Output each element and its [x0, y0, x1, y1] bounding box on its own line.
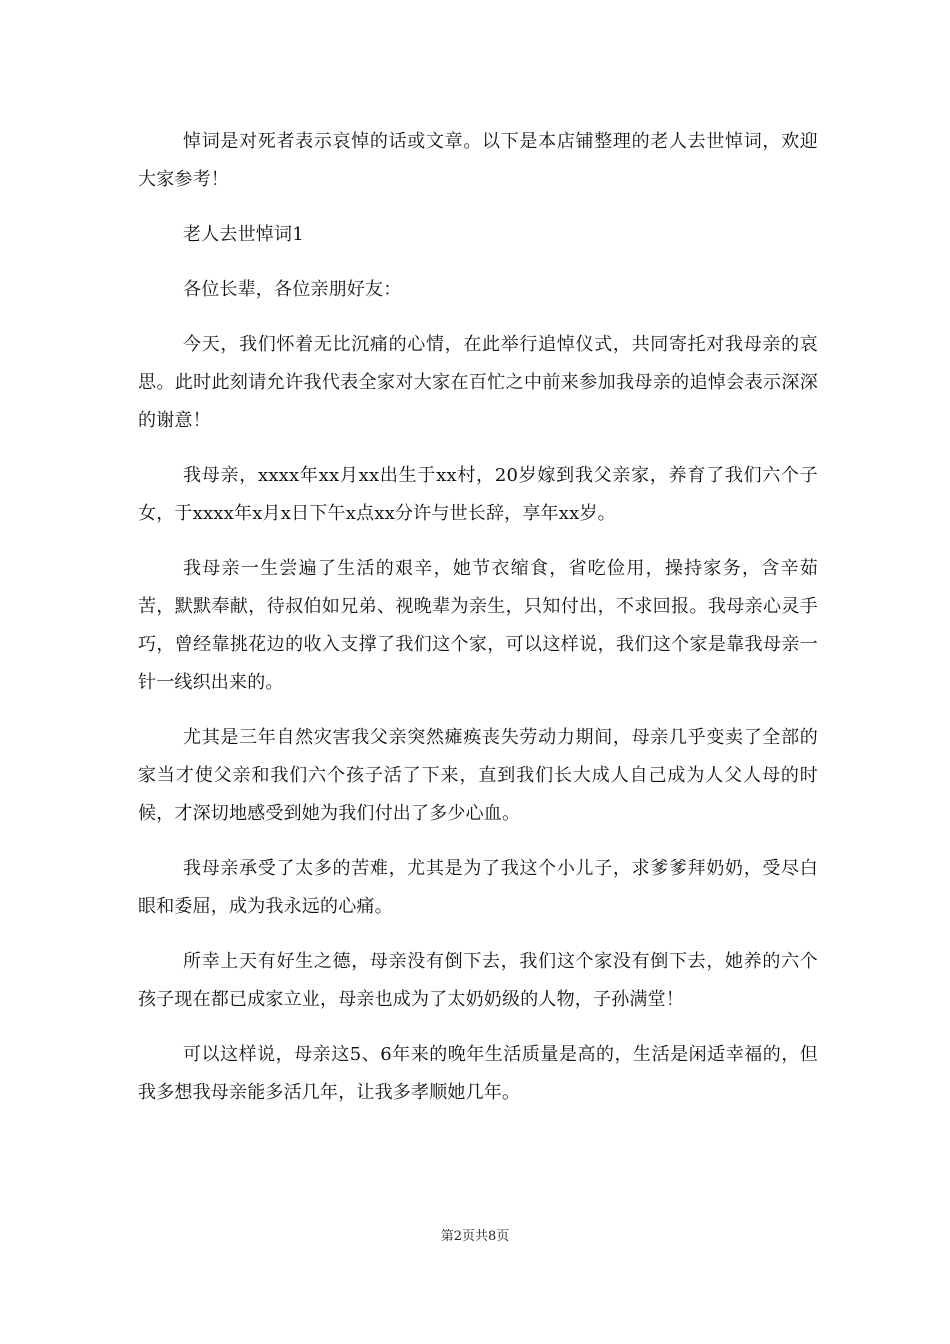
section-heading: 老人去世悼词1 — [183, 224, 304, 245]
body-paragraph: 我母亲，xxxx年xx月xx出生于xx村，20岁嫁到我父亲家，养育了我们六个子女，于xxxx年x月x日下午x点xx分许与世长辞，享年xx岁。 — [138, 465, 818, 524]
body-paragraph: 所幸上天有好生之德，母亲没有倒下去，我们这个家没有倒下去，她养的六个孩子现在都已成家立业，母亲也成为了太奶奶级的人物，子孙满堂！ — [138, 951, 818, 1010]
document-body — [138, 123, 818, 1129]
body-paragraph: 我母亲承受了太多的苦难，尤其是为了我这个小儿子，求爹爹拜奶奶，受尽白眼和委屈，成为我永远的心痛。 — [138, 858, 818, 917]
body-paragraph: 今天，我们怀着无比沉痛的心情，在此举行追悼仪式，共同寄托对我母亲的哀思。此时此刻请允许我代表全家对大家在百忙之中前来参加我母亲的追悼会表示深深的谢意！ — [138, 334, 818, 431]
body-paragraph: 可以这样说，母亲这5、6年来的晚年生活质量是高的，生活是闲适幸福的，但我多想我母亲能多活几年，让我多孝顺她几年。 — [138, 1044, 818, 1103]
page-number-footer: 第2页共8页 — [440, 1229, 510, 1244]
body-paragraph: 尤其是三年自然灾害我父亲突然瘫痪丧失劳动力期间，母亲几乎变卖了全部的家当才使父亲和我们六个孩子活了下来，直到我们长大成人自己成为人父人母的时候，才深切地感受到她为我们付出了多少心血。 — [138, 727, 818, 824]
intro-paragraph: 悼词是对死者表示哀悼的话或文章。以下是本店铺整理的老人去世悼词，欢迎大家参考！ — [138, 131, 818, 190]
salutation: 各位长辈，各位亲朋好友： — [183, 279, 402, 300]
body-paragraph: 我母亲一生尝遍了生活的艰辛，她节衣缩食，省吃俭用，操持家务，含辛茹苦，默默奉献，待叔伯如兄弟、视晚辈为亲生，只知付出，不求回报。我母亲心灵手巧，曾经靠挑花边的收入支撑了我们这个家，可以这样说，我们这个家是靠我母亲一针一线织出来的。 — [138, 558, 818, 693]
